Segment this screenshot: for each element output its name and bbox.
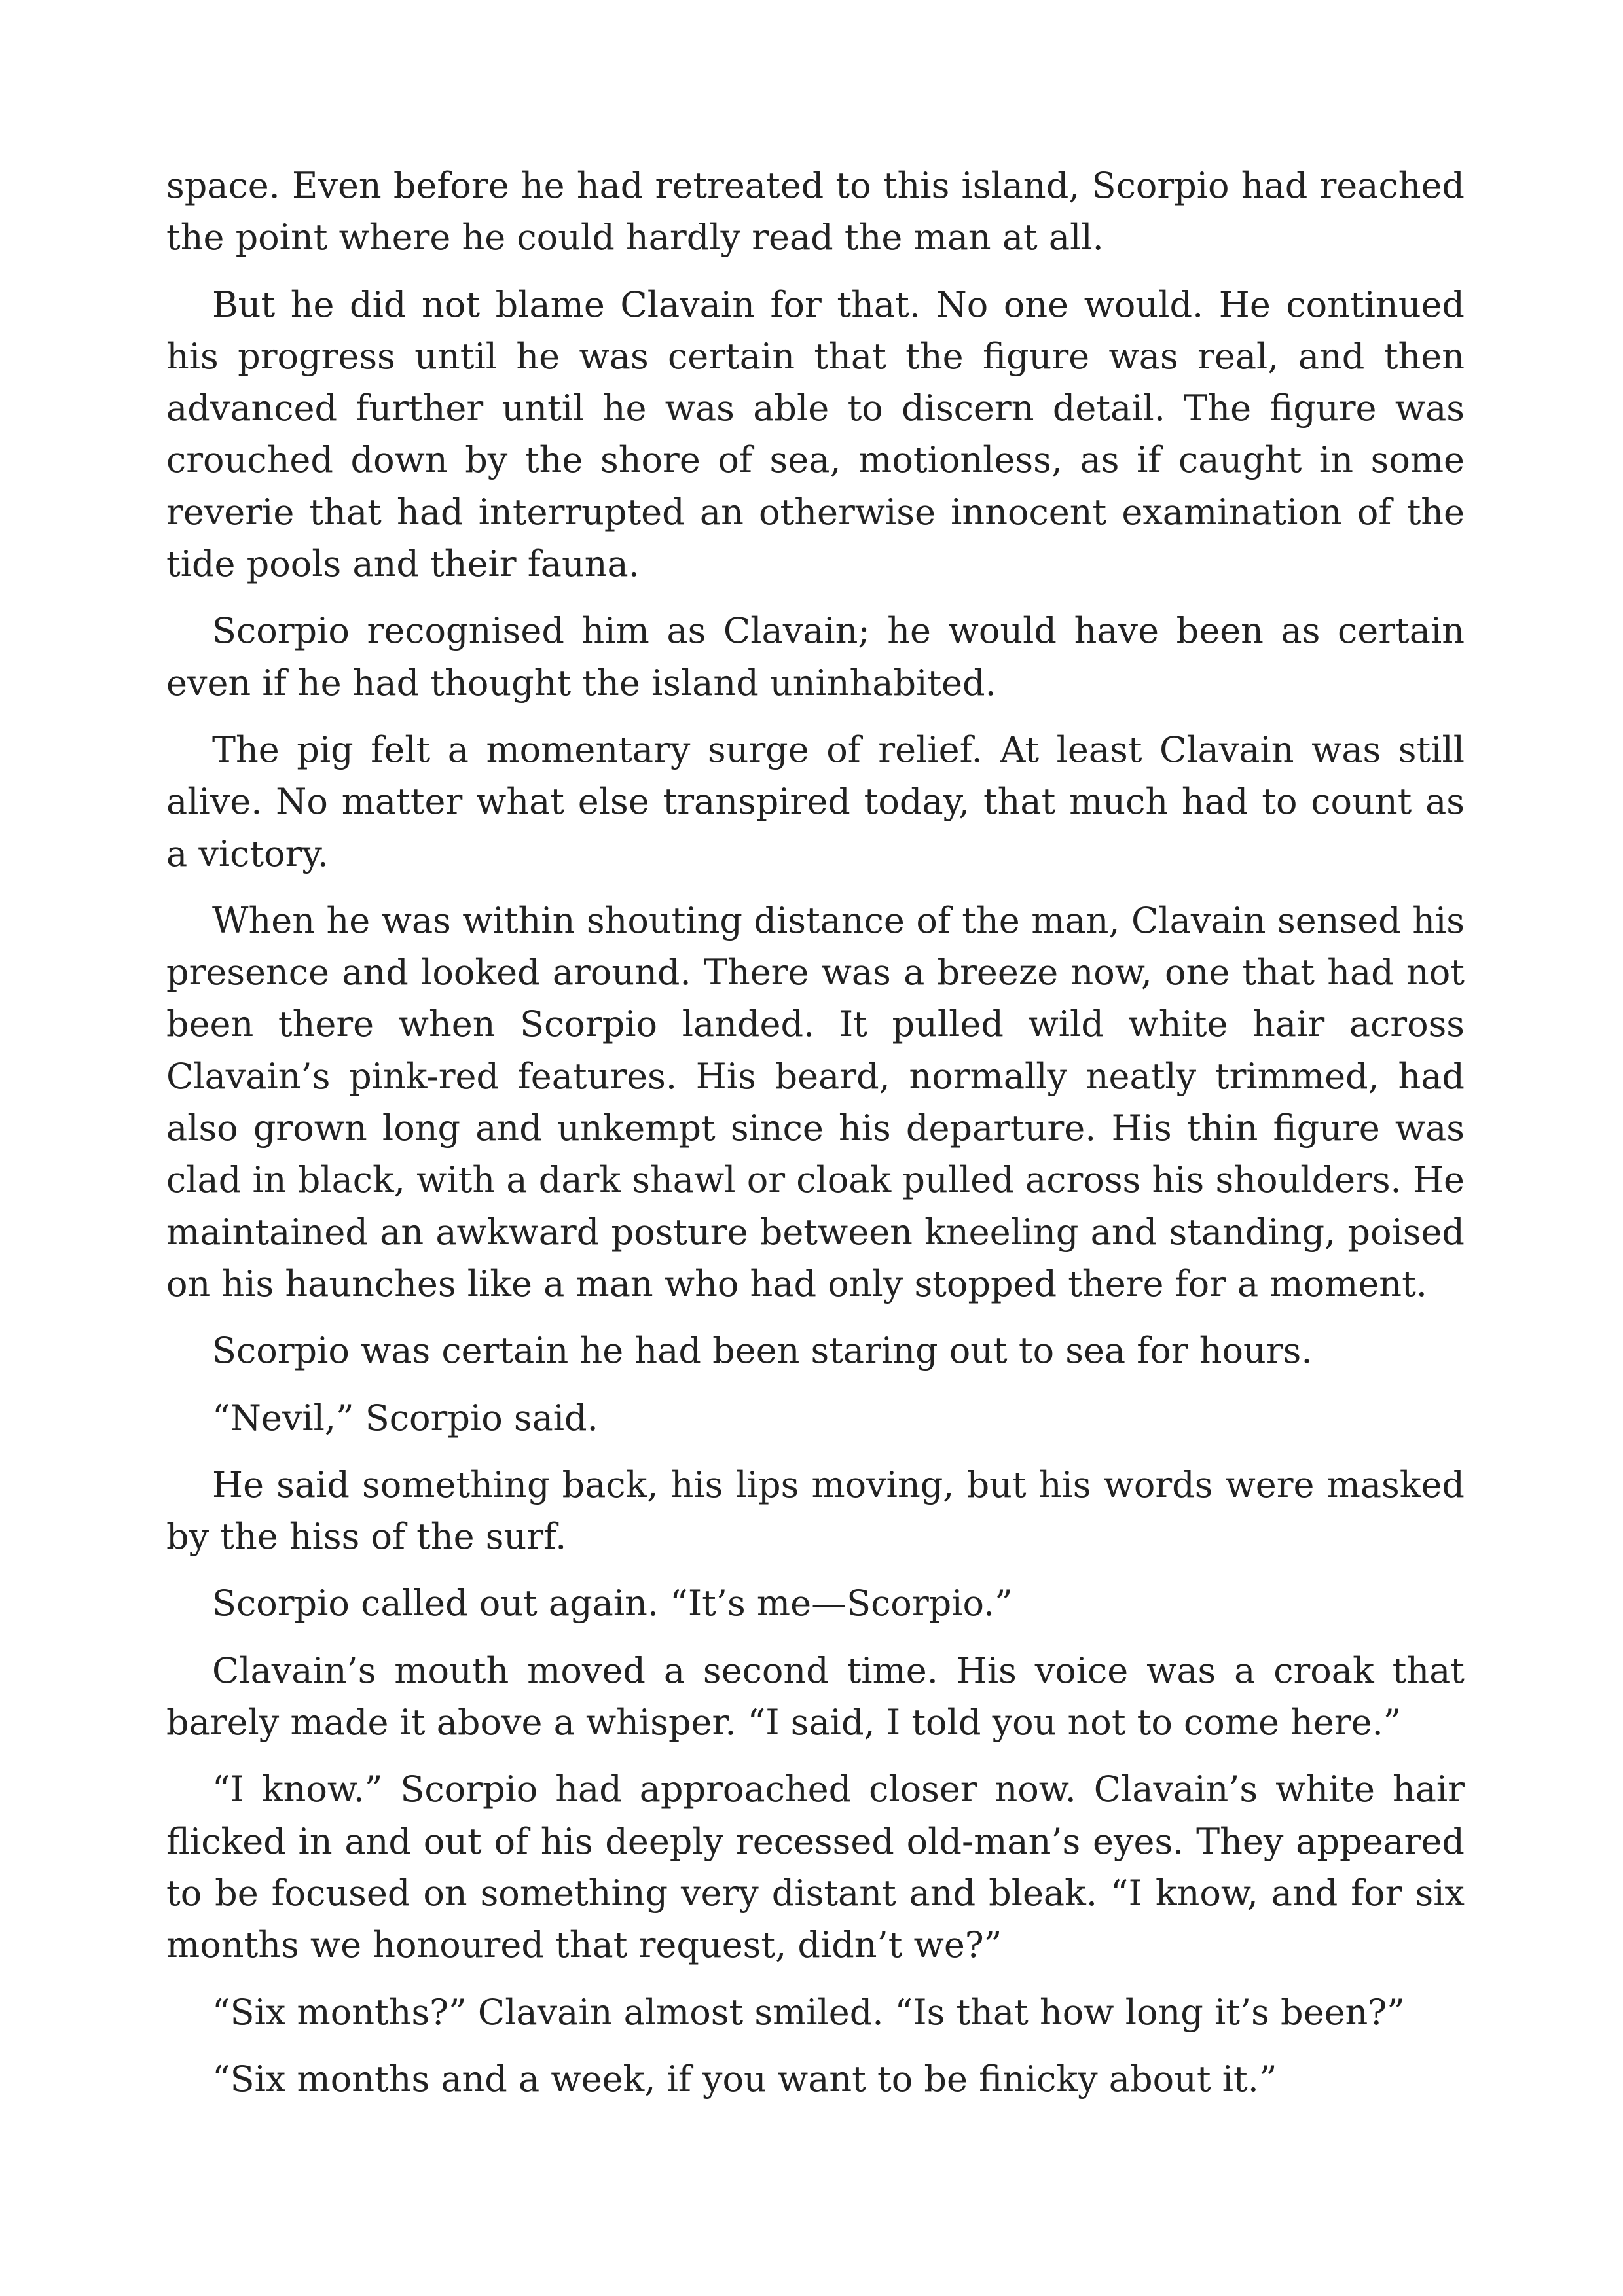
paragraph-11: “I know.” Scorpio had approached closer now. Clavain’s white hair flicked in and out of his deeply recessed old-man’s eyes. They appeared to be focused on something very distant and bleak. “I know, and for six months we honoured that request, didn’t we?”	[166, 1768, 1465, 1966]
book-page	[166, 160, 1465, 2120]
paragraph-7: “Nevil,” Scorpio said.	[212, 1397, 598, 1439]
paragraph-10: Clavain’s mouth moved a second time. His voice was a croak that barely made it above a whisper. “I said, I told you not to come here.”	[166, 1649, 1465, 1744]
paragraph-13: “Six months and a week, if you want to be finicky about it.”	[212, 2058, 1277, 2100]
paragraph-5: When he was within shouting distance of the man, Clavain sensed his presence and looked around. There was a breeze now, one that had not been there when Scorpio landed. It pulled wild white hair across Clavain’s pink-red features. His beard, normally neatly trimmed, had also grown long and unkempt since his departure. His thin figure was clad in black, with a dark shawl or cloak pulled across his shoulders. He maintained an awkward posture between kneeling and standing, poised on his haunches like a man who had only stopped there for a moment.	[166, 899, 1465, 1304]
paragraph-12: “Six months?” Clavain almost smiled. “Is that how long it’s been?”	[212, 1991, 1405, 2033]
paragraph-1: space. Even before he had retreated to this island, Scorpio had reached the point where he could hardly read the man at all.	[166, 165, 1465, 259]
paragraph-3: Scorpio recognised him as Clavain; he would have been as certain even if he had thought the island uninhabited.	[166, 610, 1465, 704]
paragraph-8: He said something back, his lips moving, but his words were masked by the hiss of the surf.	[166, 1463, 1465, 1558]
paragraph-4: The pig felt a momentary surge of relief. At least Clavain was still alive. No matter what else transpired today, that much had to count as a victory.	[166, 728, 1465, 874]
paragraph-9: Scorpio called out again. “It’s me—Scorpio.”	[212, 1583, 1013, 1624]
paragraph-2: But he did not blame Clavain for that. No one would. He continued his progress until he was certain that the figure was real, and then advanced further until he was able to discern detail. The figure was crouched down by the shore of sea, motionless, as if caught in some reverie that had interrupted an otherwise innocent examination of the tide pools and their fauna.	[166, 283, 1465, 585]
paragraph-6: Scorpio was certain he had been staring out to sea for hours.	[212, 1330, 1313, 1372]
